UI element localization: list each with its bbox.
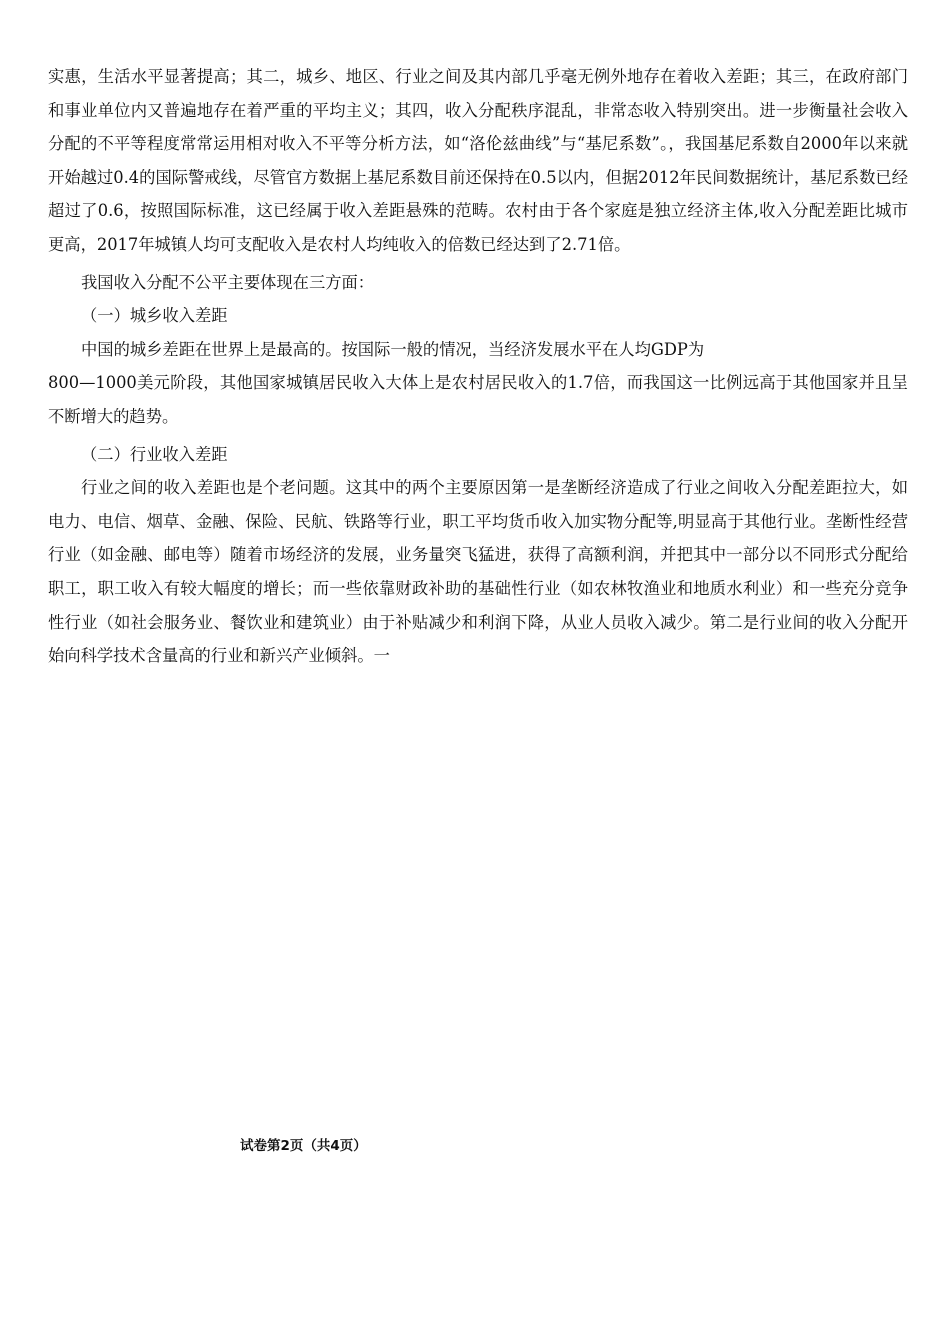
document-body bbox=[48, 60, 908, 673]
section-heading-urban-rural: （一）城乡收入差距 bbox=[81, 306, 228, 326]
paragraph-industry: 行业之间的收入差距也是个老问题。这其中的两个主要原因第一是垄断经济造成了行业之间收入分配差距拉大，如电力、电信、烟草、金融、保险、民航、铁路等行业，职工平均货币收入加实物分配等,明显高于其他行业。垄断性经营行业（如金融、邮电等）随着市场经济的发展，业务量突飞猛进，获得了高额利润，并把其中一部分以不同形式分配给职工，职工收入有较大幅度的增长；而一些依靠财政补助的基础性行业（如农林牧渔业和地质水利业）和一些充分竞争性行业（如社会服务业、餐饮业和建筑业）由于补贴减少和利润下降，从业人员收入减少。第二是行业间的收入分配开始向科学技术含量高的行业和新兴产业倾斜。一 bbox=[48, 478, 908, 666]
page-footer: 试卷第2页（共4页） bbox=[240, 1138, 367, 1154]
paragraph-continuation: 实惠，生活水平显著提高；其二，城乡、地区、行业之间及其内部几乎毫无例外地存在着收入差距；其三，在政府部门和事业单位内又普遍地存在着严重的平均主义；其四，收入分配秩序混乱，非常态收入特别突出。进一步衡量社会收入分配的不平等程度常常运用相对收入不平等分析方法，如“洛伦兹曲线”与“基尼系数”。，我国基尼系数自2000年以来就开始越过0.4的国际警戒线，尽管官方数据上基尼系数目前还保持在0.5以内，但据2012年民间数据统计，基尼系数已经超过了0.6，按照国际标准，这已经属于收入差距悬殊的范畴。农村由于各个家庭是独立经济主体,收入分配差距比城市更高，2017年城镇人均可支配收入是农村人均纯收入的倍数已经达到了2.71倍。 bbox=[48, 67, 908, 254]
paragraph-urban-rural-1: 中国的城乡差距在世界上是最高的。按国际一般的情况，当经济发展水平在人均GDP为 bbox=[81, 339, 705, 359]
paragraph-urban-rural-2: 800—1000美元阶段，其他国家城镇居民收入大体上是农村居民收入的1.7倍，而我国这一比例远高于其他国家并且呈不断增大的趋势。 bbox=[48, 373, 908, 426]
section-heading-industry: （二）行业收入差距 bbox=[81, 444, 228, 464]
paragraph-intro-three-aspects: 我国收入分配不公平主要体现在三方面： bbox=[81, 272, 375, 292]
